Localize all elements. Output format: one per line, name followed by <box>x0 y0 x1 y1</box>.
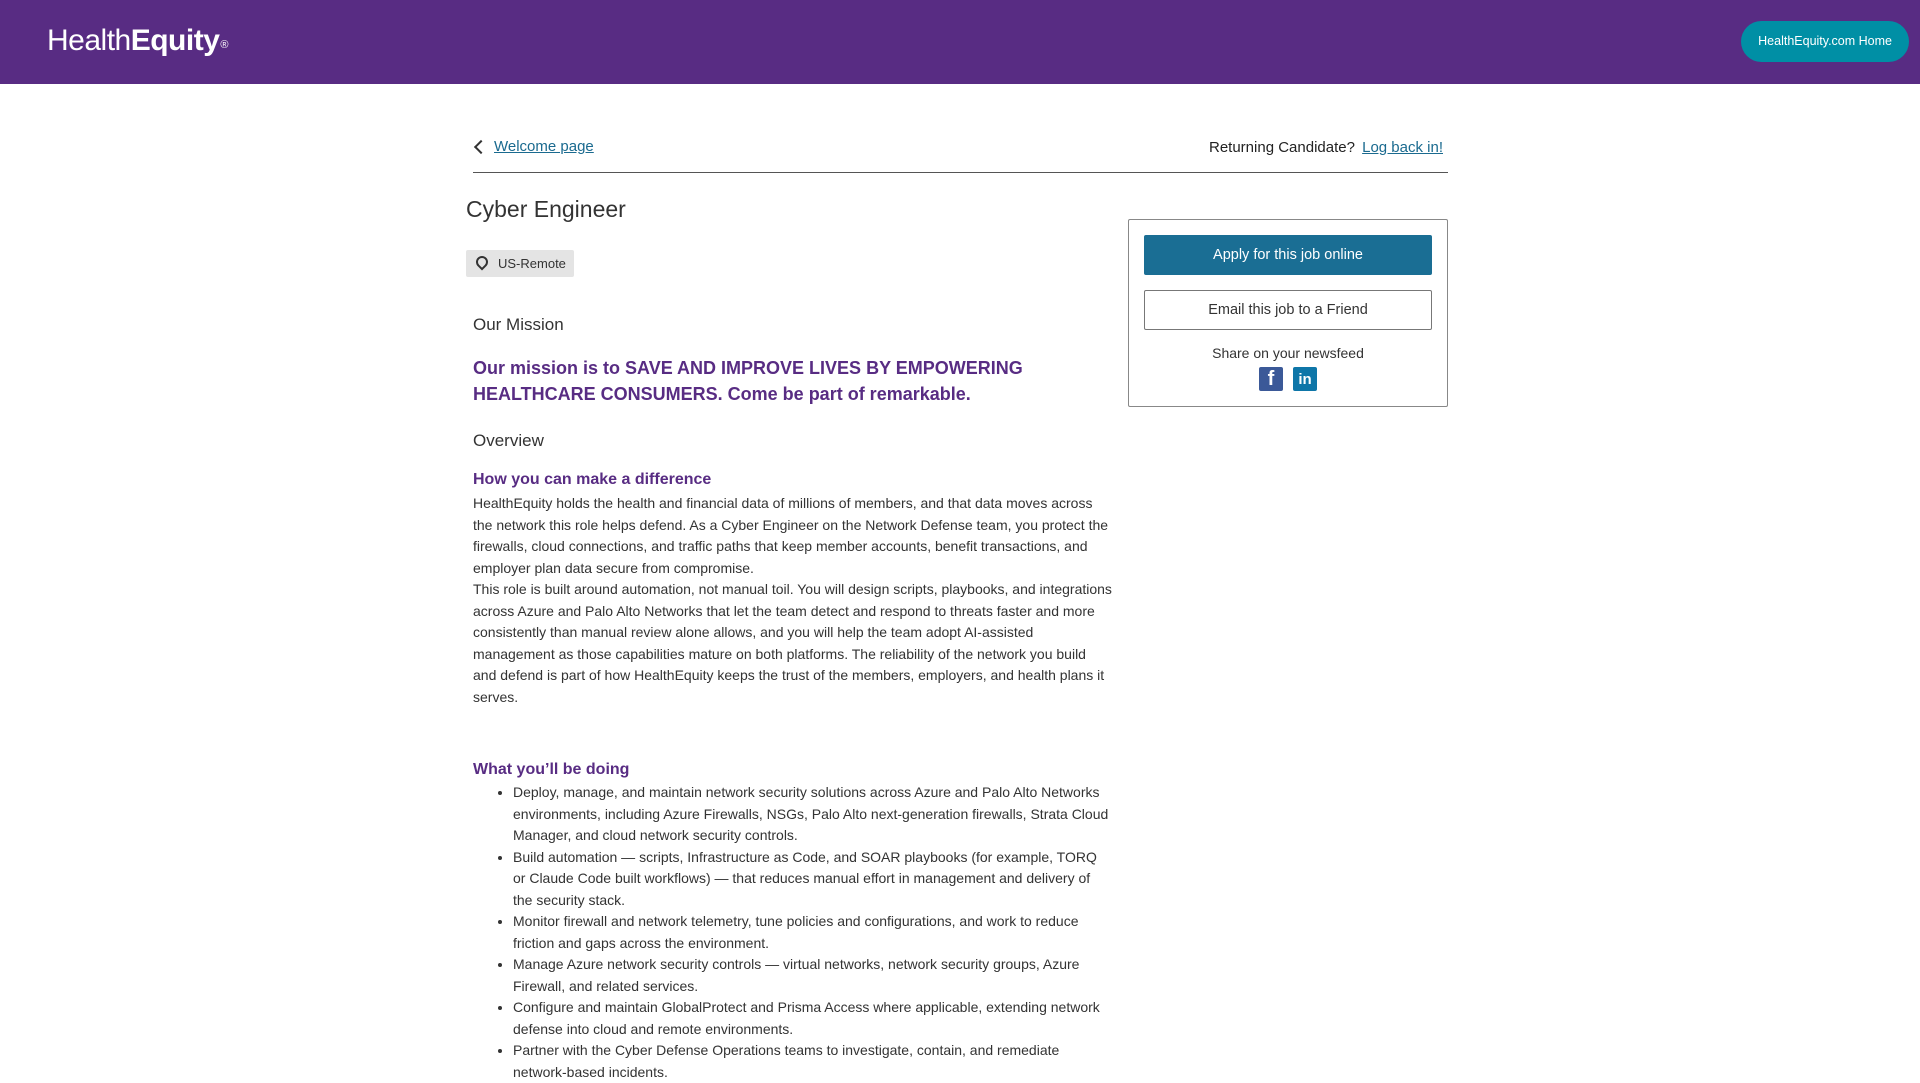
healthequity-logo[interactable]: HealthEquity® <box>47 24 228 57</box>
returning-candidate-label: Returning Candidate? <box>1209 139 1355 156</box>
location-badge <box>466 250 574 277</box>
list-item: • Configure and maintain GlobalProtect and Prisma Access where applicable, extending network defense into cloud and remote environments. <box>513 997 1113 1040</box>
apply-panel <box>1128 219 1448 407</box>
difference-paragraph-1: HealthEquity holds the health and financial data of millions of members, and that data moves across the network this role helps defend. As a Cyber Engineer on the Network Defense team, you protect the firewalls, cloud connections, and traffic paths that keep member accounts, benefit transactions, and employer plan data secure from compromise. <box>473 495 1109 576</box>
facebook-icon[interactable]: f <box>1259 367 1283 391</box>
list-item: • Monitor firewall and network telemetry, tune policies and configurations, and work to reduce friction and gaps across the environment. <box>513 911 1113 954</box>
email-friend-button[interactable]: Email this job to a Friend <box>1144 290 1432 330</box>
mission-heading: Our Mission <box>473 315 564 334</box>
log-back-in-link[interactable]: Log back in! <box>1362 139 1443 156</box>
linkedin-icon[interactable]: in <box>1293 367 1317 391</box>
apply-online-button[interactable]: Apply for this job online <box>1144 235 1432 275</box>
list-item: • Manage Azure network security controls — virtual networks, network security groups, Azure Firewall, and related services. <box>513 954 1113 997</box>
overview-heading: Overview <box>473 431 544 450</box>
share-icons <box>1129 367 1447 391</box>
location-label: US-Remote <box>498 256 566 271</box>
job-description <box>473 310 1113 1083</box>
doing-heading: What you’ll be doing <box>473 761 630 778</box>
chevron-left-icon <box>474 139 488 153</box>
welcome-page-label: Welcome page <box>494 138 594 155</box>
healthequity-home-button[interactable]: HealthEquity.com Home <box>1741 21 1909 62</box>
list-item: • Partner with the Cyber Defense Operations teams to investigate, contain, and remediate network-based incidents. <box>513 1040 1113 1083</box>
list-item: • Build automation — scripts, Infrastructure as Code, and SOAR playbooks (for example, TORQ or Claude Code built workflows) — that reduces manual effort in management and delivery of the security stack. <box>513 847 1113 912</box>
job-nav-bar <box>473 130 1448 173</box>
map-pin-icon <box>474 253 491 270</box>
difference-paragraph-2: This role is built around automation, not manual toil. You will design scripts, playbooks, and integrations across Azure and Palo Alto Networks that let the team detect and respond to threats faster and more consistently than manual review alone allows, and you will help the team adopt AI-assisted management as those capabilities mature on both platforms. The reliability of the network you build and defend is part of how HealthEquity keeps the trust of the members, employers, and health plans it serves. <box>473 581 1112 705</box>
site-header <box>0 0 1920 84</box>
returning-candidate <box>1209 139 1443 156</box>
mission-statement: Our mission is to SAVE AND IMPROVE LIVES BY EMPOWERING HEALTHCARE CONSUMERS. Come be part of remarkable. <box>473 358 1023 404</box>
duties-list <box>473 782 1113 1083</box>
job-title: Cyber Engineer <box>466 196 626 222</box>
share-label: Share on your newsfeed <box>1212 345 1364 361</box>
difference-heading: How you can make a difference <box>473 471 712 488</box>
list-item: • Deploy, manage, and maintain network security solutions across Azure and Palo Alto Networks environments, including Azure Firewalls, NSGs, Palo Alto next-generation firewalls, Strata Cloud Manager, and cloud network security controls. <box>513 782 1113 847</box>
welcome-page-link[interactable] <box>473 138 594 155</box>
